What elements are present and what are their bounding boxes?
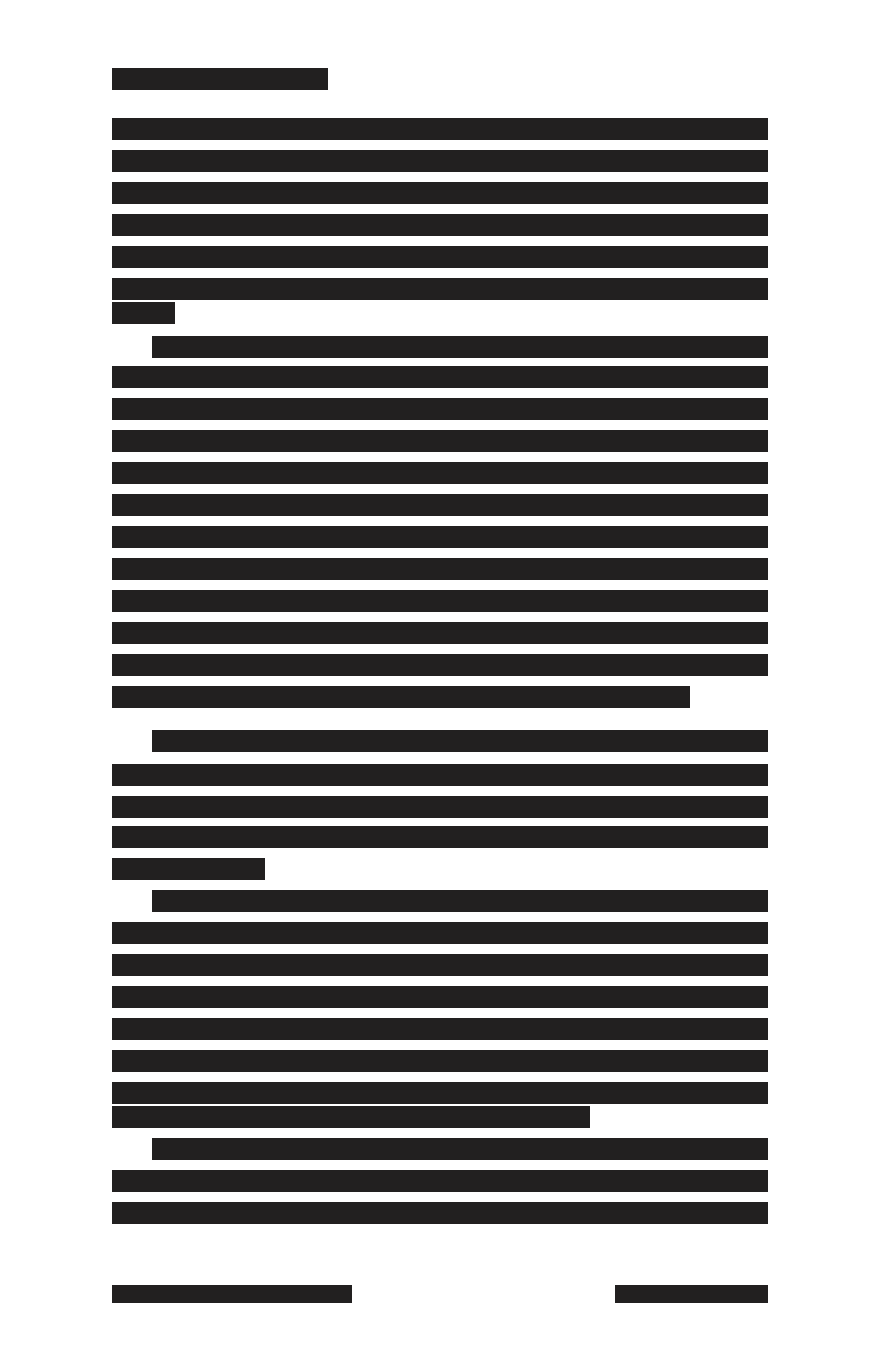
redacted-text <box>112 986 768 1008</box>
redacted-text <box>112 764 768 786</box>
redacted-text <box>152 730 768 752</box>
redacted-text <box>112 686 690 708</box>
redacted-text <box>112 558 768 580</box>
redacted-text <box>112 494 768 516</box>
redacted-text <box>112 246 768 268</box>
redacted-text <box>112 150 768 172</box>
redacted-text <box>112 796 768 818</box>
redacted-text <box>112 922 768 944</box>
redacted-text <box>112 590 768 612</box>
redacted-text <box>112 278 768 300</box>
redacted-text <box>112 654 768 676</box>
redacted-text <box>112 954 768 976</box>
redacted-text <box>112 622 768 644</box>
redacted-text <box>112 858 265 880</box>
redacted-text <box>112 182 768 204</box>
redacted-text <box>112 1018 768 1040</box>
redacted-text <box>112 214 768 236</box>
redacted-text <box>112 302 175 324</box>
redacted-text <box>152 890 768 912</box>
redacted-text <box>112 118 768 140</box>
redacted-text <box>112 430 768 452</box>
redacted-text <box>112 1050 768 1072</box>
redacted-text <box>112 398 768 420</box>
redacted-text <box>112 826 768 848</box>
redacted-text <box>112 1170 768 1192</box>
redacted-text <box>152 336 768 358</box>
footer-right-text <box>615 1285 768 1303</box>
redacted-text <box>152 1138 768 1160</box>
redacted-text <box>112 366 768 388</box>
redacted-text <box>112 1106 590 1128</box>
running-head-text <box>112 68 328 90</box>
redacted-text <box>112 1202 768 1224</box>
redacted-text <box>112 526 768 548</box>
footer-left-text <box>112 1285 352 1303</box>
redacted-text <box>112 462 768 484</box>
redacted-text <box>112 1082 768 1104</box>
